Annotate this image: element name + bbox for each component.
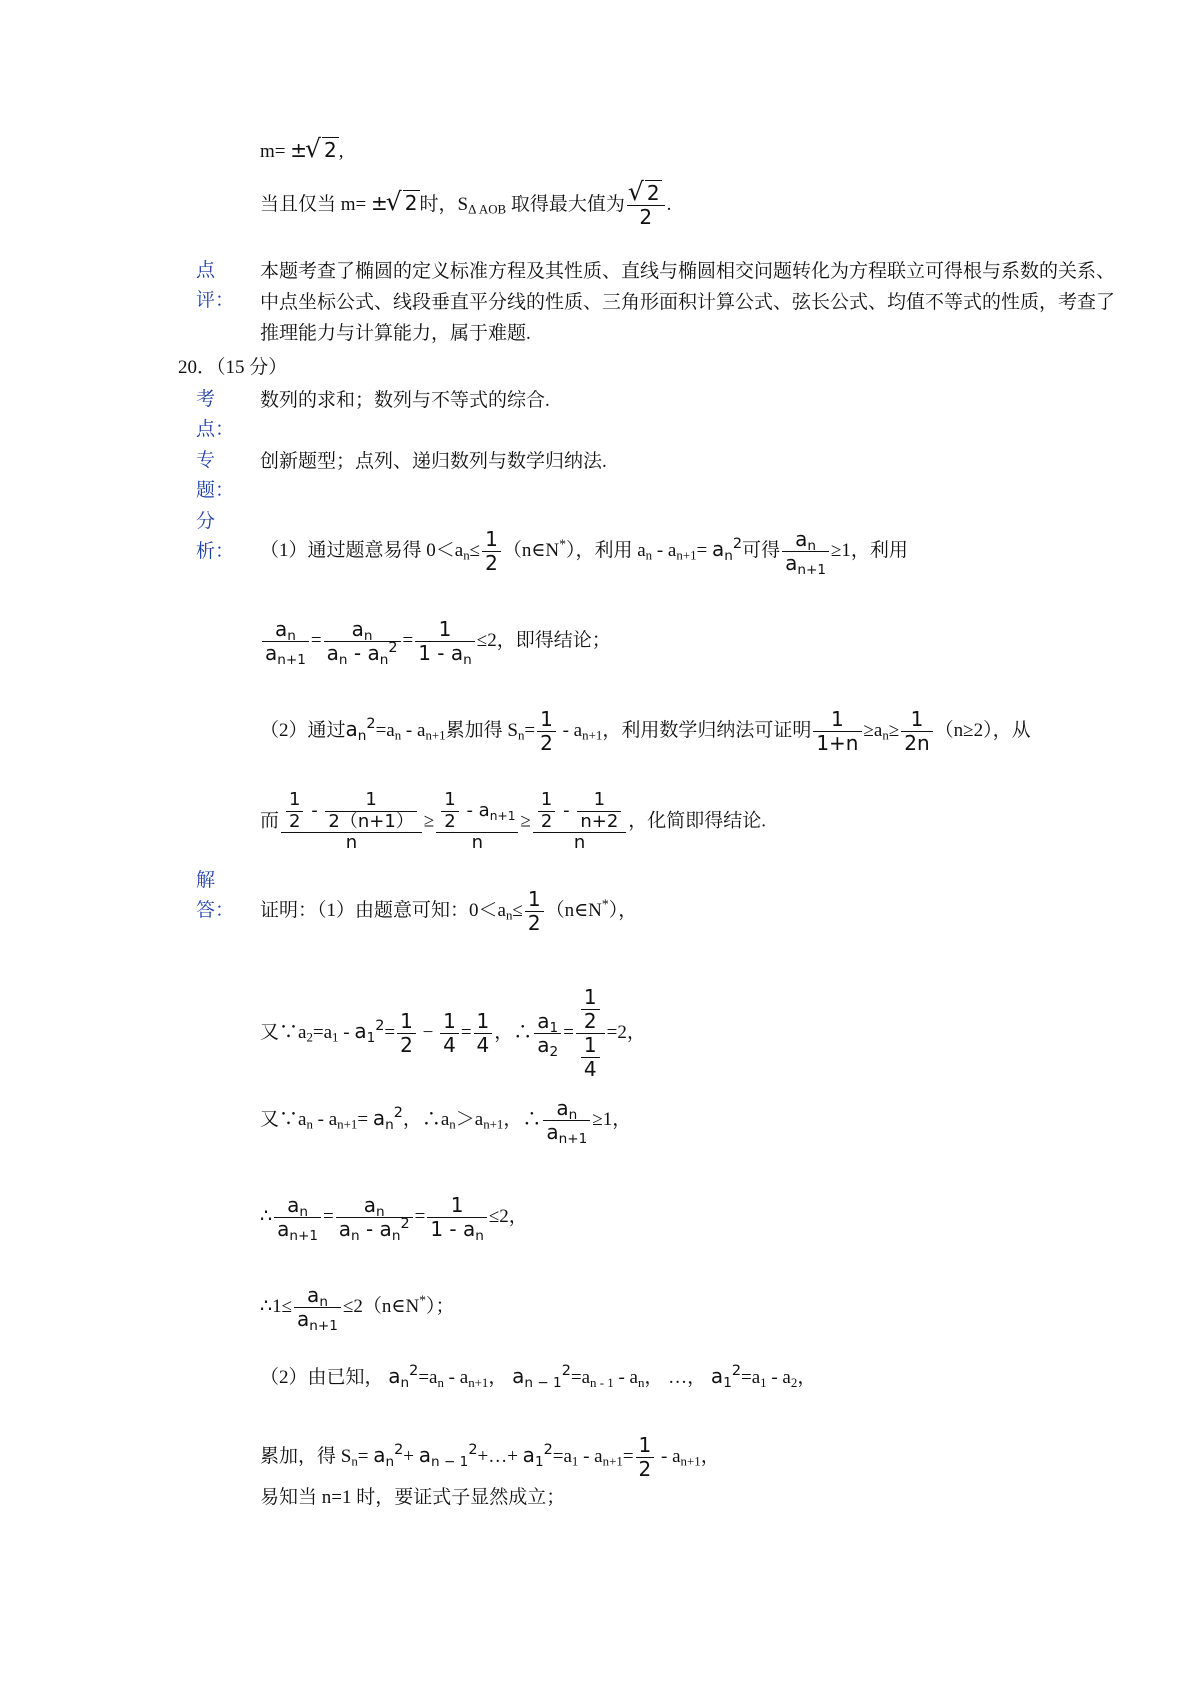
kaodian-label: 考点： [196, 389, 235, 440]
zhuanti-label: 专题： [196, 450, 235, 501]
sqrt-2: √ 2 [307, 140, 339, 160]
solution-line-7: 累加，得 $S_n= a_n^2+$ $a_{n - 1}^2+\dots+ a_1^2=a_1 - a_{n+1}=$ $\frac{1}{2}$ - $a_{n+1}$， [260, 1433, 720, 1481]
solution-line-8: 易知当 n=1 时，要证式子显然成立； [260, 1487, 566, 1508]
kaodian-text: 数列的求和；数列与不等式的综合. [260, 390, 550, 411]
max-text: 取得最大值为 [510, 193, 625, 215]
analysis-line-3: （2）通过$a_n^2=a_n - a_{n+1}$累加得 $S_n=$ $\frac{1}{2}$ - $a_{n+1}$，利用数学归纳法可证明 $\frac{1}{1+n}$ $\ge a_n\ge$ $\frac{1}{2n}$ （n≥2），从 [260, 707, 1031, 755]
analysis-line-1: （1）通过题意易得 $0<a_n\le$ $\frac{1}{2}$ （n∈N*），利用 $a_n - a_{n+1}= a_n^2$可得 $\frac{a_n}{a_{n+1}}$ ≥1，利用 [260, 527, 908, 579]
solution-line-6: （2）由已知， $a_n^2=a_n - a_{n+1}$， $a_{n - 1}^2=a_{n - 1} - a_n$， …， $a_1^2=a_1 - a_2$， [260, 1363, 817, 1392]
comment-text: 本题考查了椭圆的定义标准方程及其性质、直线与椭圆相交问题转化为方程联立可得根与系数的关系、中点坐标公式、线段垂直平分线的性质、三角形面积计算公式、弦长公式、均值不等式的性质，考查了推理能力与计算能力，属于难题. [260, 261, 1116, 344]
plus-minus-sign: ± [290, 138, 308, 162]
solution-line-4: ∴ $\frac{a_n}{a_{n+1}}$ = $\frac{a_n}{a_n - a_n^2}$ = $\frac{1}{1 - a_n}$ ≤2， [260, 1193, 528, 1245]
jieda-label: 解答： [196, 870, 235, 921]
sqrt-2: √ 2 [388, 193, 420, 213]
m-eq-text: m= [260, 141, 286, 162]
solution-line-3: 又$\because a_n - a_{n+1}= a_n^2$，$\therefore a_n>a_{n+1}$，∴ $\frac{a_n}{a_{n+1}}$ ≥1， [260, 1096, 632, 1148]
zhuanti-text: 创新题型；点列、递归数列与数学归纳法. [260, 451, 607, 472]
triangle-subscript: Δ AOB [468, 201, 507, 217]
solution-line-5: ∴1≤ $\frac{a_n}{a_{n+1}}$ ≤2（n∈N*）； [260, 1283, 455, 1335]
max-area-line: 当且仅当 m= ±√ 2 时，$S_{\Delta AOB}$ 取得最大值为 √ $\frac{2}{2}$ . [260, 182, 671, 229]
question-20-title: 20．（15 分） [178, 357, 288, 378]
analysis-line-4: 而 $\frac{1}{2}$ - $\frac{1}{2(n+1)}$ n ≥ $\frac{1}{2}$ - $a_{n+1}$ n ≥ $\frac{1}{2}$ - $\frac{1}{n+2}$ n ，化简即得结论. [260, 789, 767, 854]
m-value-line: m= ±√ 2 , [260, 140, 344, 161]
frac-1-2: $\frac{1}{2}$ [482, 528, 501, 575]
fenxi-label: 分析： [196, 511, 235, 562]
solution-line-1: 证明：（1）由题意可知：$0<a_n\le$ $\frac{1}{2}$ （n∈N*）， [260, 887, 638, 935]
analysis-line-2: $\frac{a_n}{a_{n+1}}$ = $\frac{a_n}{a_n - a_n^2}$ = $\frac{1}{1 - a_n}$ ≤2，即得结论； [260, 618, 611, 665]
frac-sqrt2-over-2: √ $\frac{2}{2}$ [627, 182, 665, 229]
solution-line-2: 又$\because a_2=a_1 - a_1^2=$ $\frac{1}{2}$ − $\frac{1}{4}$ = $\frac{1}{4}$ ，∴ $\frac{a_1}{a_2}$ = $\frac{\frac{1}{2}}{\frac{1}{4}}$ =2， [260, 985, 646, 1081]
when-text: 当且仅当 m= [260, 193, 367, 215]
comment-label: 点评： [196, 260, 235, 311]
